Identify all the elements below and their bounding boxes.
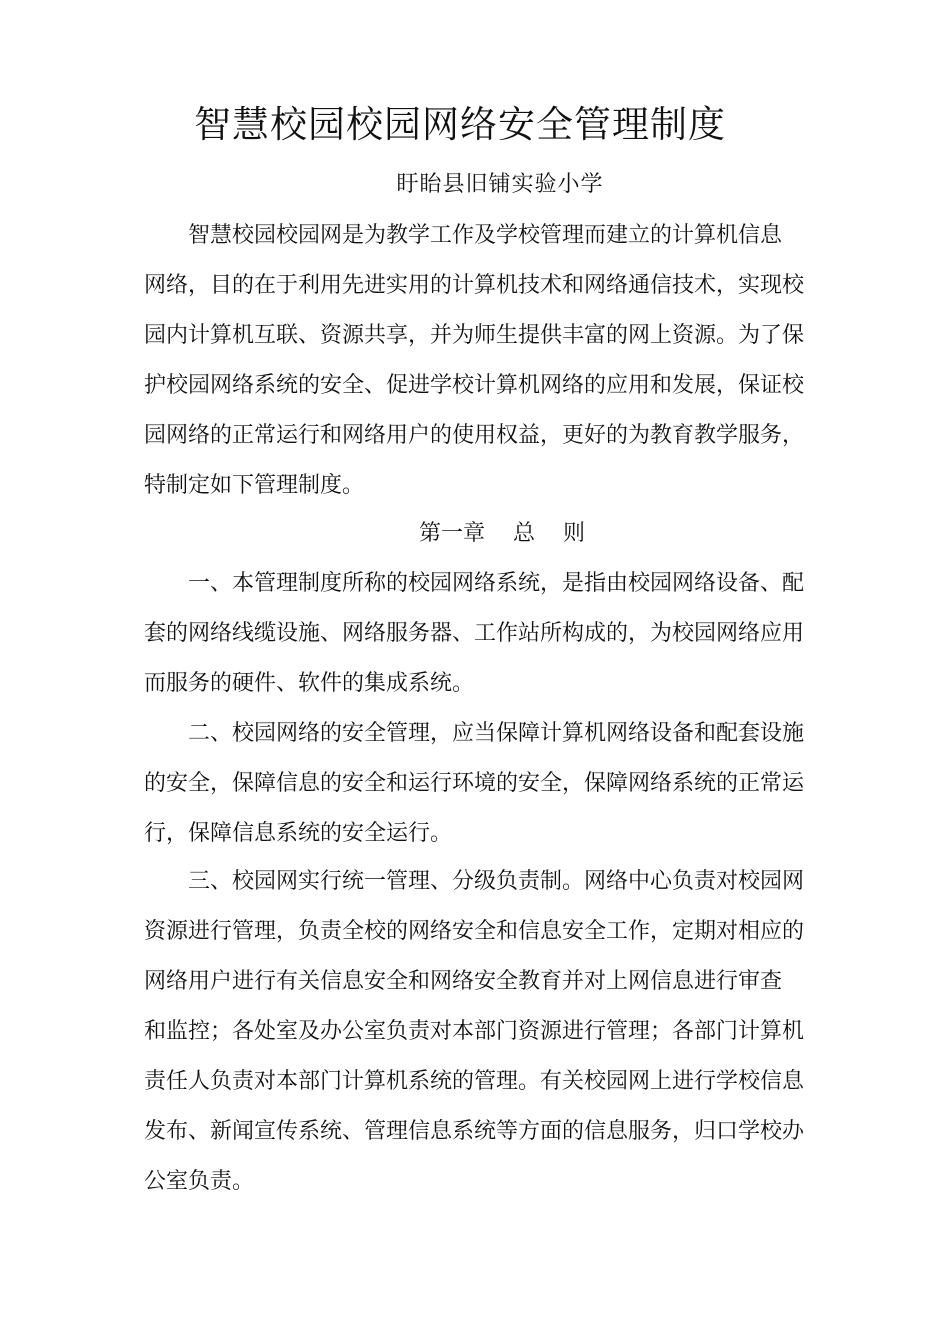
article-1-line: 一、本管理制度所称的校园网络系统，是指由校园网络设备、配 bbox=[188, 571, 805, 596]
intro-paragraph bbox=[144, 211, 814, 511]
chapter-heading: 第一章 总 则 bbox=[419, 521, 585, 546]
article-2-line: 行，保障信息系统的安全运行。 bbox=[144, 821, 453, 846]
article-3-paragraph bbox=[144, 857, 814, 1207]
intro-line: 网络，目的在于利用先进实用的计算机技术和网络通信技术，实现校 bbox=[144, 273, 805, 298]
article-3-line: 公室负责。 bbox=[144, 1169, 255, 1194]
intro-line: 护校园网络系统的安全、促进学校计算机网络的应用和发展，保证校 bbox=[144, 373, 805, 398]
article-3-line: 责任人负责对本部门计算机系统的管理。有关校园网上进行学校信息 bbox=[144, 1069, 805, 1094]
article-3-line: 发布、新闻宣传系统、管理信息系统等方面的信息服务，归口学校办 bbox=[144, 1119, 805, 1144]
article-2-line: 二、校园网络的安全管理，应当保障计算机网络设备和配套设施 bbox=[188, 721, 805, 746]
article-1-paragraph bbox=[144, 559, 814, 709]
intro-line: 园内计算机互联、资源共享，并为师生提供丰富的网上资源。为了保 bbox=[144, 323, 805, 348]
school-name: 盱眙县旧铺实验小学 bbox=[396, 172, 604, 197]
intro-line: 智慧校园校园网是为教学工作及学校管理而建立的计算机信息 bbox=[188, 223, 783, 248]
article-1-line: 套的网络线缆设施、网络服务器、工作站所构成的，为校园网络应用 bbox=[144, 621, 805, 646]
article-3-line: 资源进行管理，负责全校的网络安全和信息安全工作，定期对相应的 bbox=[144, 919, 805, 944]
article-3-line: 和监控；各处室及办公室负责对本部门资源进行管理；各部门计算机 bbox=[144, 1019, 805, 1044]
article-2-paragraph bbox=[144, 709, 814, 859]
article-3-line: 三、校园网实行统一管理、分级负责制。网络中心负责对校园网 bbox=[188, 869, 805, 894]
article-1-line: 而服务的硬件、软件的集成系统。 bbox=[144, 671, 475, 696]
document-title: 智慧校园校园网络安全管理制度 bbox=[194, 103, 726, 146]
intro-line: 特制定如下管理制度。 bbox=[144, 473, 365, 498]
intro-line: 园网络的正常运行和网络用户的使用权益，更好的为教育教学服务， bbox=[144, 423, 805, 448]
article-2-line: 的安全，保障信息的安全和运行环境的安全，保障网络系统的正常运 bbox=[144, 771, 805, 796]
article-3-line: 网络用户进行有关信息安全和网络安全教育并对上网信息进行审查 bbox=[144, 969, 783, 994]
